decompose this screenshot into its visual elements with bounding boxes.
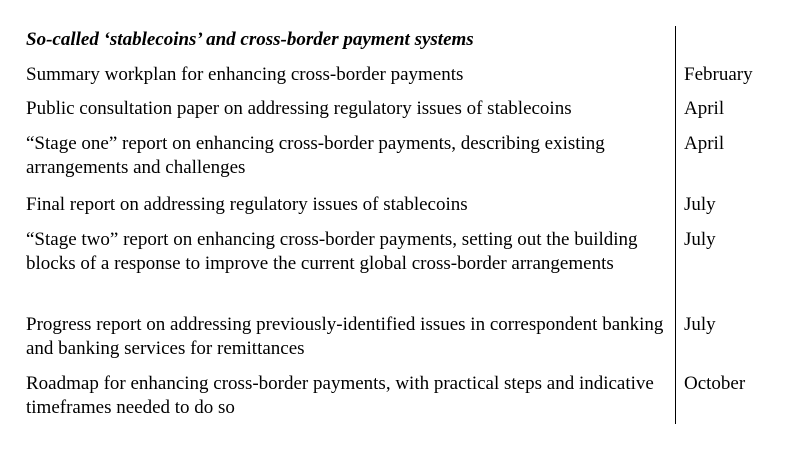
row-description: “Stage one” report on enhancing cross-border payments, describing existing arrangements and challenges xyxy=(26,133,605,178)
row-date: July xyxy=(684,314,716,335)
row-description: Roadmap for enhancing cross-border payments, with practical steps and indicative timeframes needed to do so xyxy=(26,373,654,418)
row-description: Summary workplan for enhancing cross-border payments xyxy=(26,64,464,85)
row-description: Final report on addressing regulatory issues of stablecoins xyxy=(26,194,468,215)
row-description: Public consultation paper on addressing regulatory issues of stablecoins xyxy=(26,98,572,119)
row-description: Progress report on addressing previously-identified issues in correspondent banking and banking services for remittances xyxy=(26,314,664,359)
row-description: “Stage two” report on enhancing cross-border payments, setting out the building blocks of a response to improve the current global cross-border arrangements xyxy=(26,229,638,274)
section-heading: So-called ‘stablecoins’ and cross-border payment systems xyxy=(26,29,474,50)
row-date: July xyxy=(684,194,716,215)
workplan-table xyxy=(22,26,792,424)
column-divider xyxy=(675,26,676,424)
row-date: April xyxy=(684,98,725,119)
row-date: February xyxy=(684,64,753,85)
row-date: July xyxy=(684,229,716,250)
row-date: October xyxy=(684,373,746,394)
row-date: April xyxy=(684,133,725,154)
